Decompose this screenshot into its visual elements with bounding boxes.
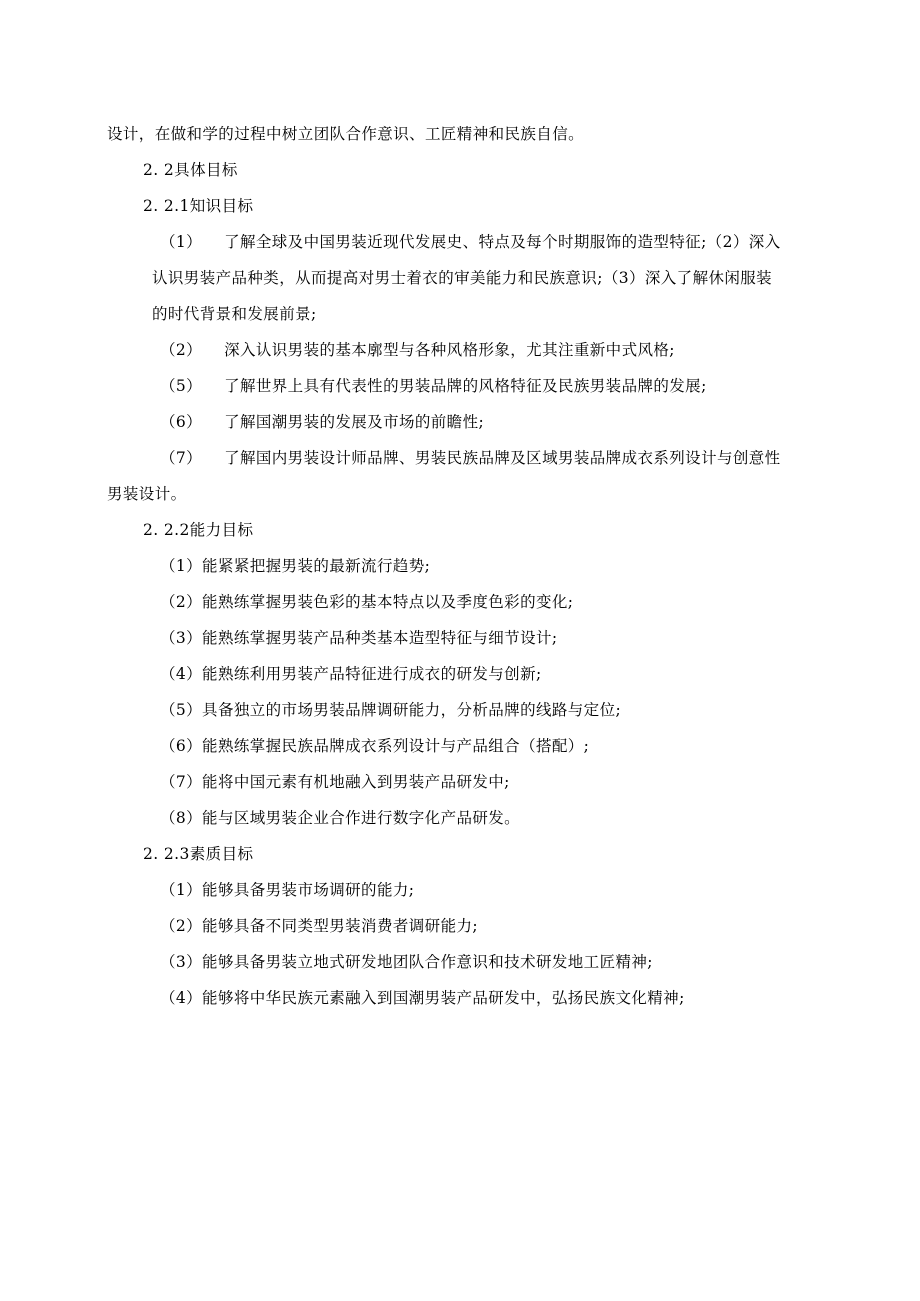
knowledge-item-1-line-1 [160, 232, 781, 252]
list-text: 了解世界上具有代表性的男装品牌的风格特征及民族男装品牌的发展; [224, 377, 707, 395]
ability-item-3: （3）能熟练掌握男装产品种类基本造型特征与细节设计; [160, 629, 558, 647]
knowledge-item-7-line-1 [160, 448, 781, 468]
list-number: （7） [160, 449, 203, 467]
ability-item-5: （5）具备独立的市场男装品牌调研能力，分析品牌的线路与定位; [160, 701, 622, 719]
ability-item-1: （1）能紧紧把握男装的最新流行趋势; [160, 557, 431, 575]
subsection-heading-quality: 2. 2.3素质目标 [143, 845, 254, 863]
section-heading-specific-goals: 2. 2具体目标 [143, 161, 238, 179]
quality-item-2: （2）能够具备不同类型男装消费者调研能力; [160, 917, 478, 935]
list-number: （5） [160, 377, 203, 395]
subsection-heading-ability: 2. 2.2能力目标 [143, 521, 254, 539]
ability-item-8: （8）能与区域男装企业合作进行数字化产品研发。 [160, 809, 521, 827]
quality-item-4: （4）能够将中华民族元素融入到国潮男装产品研发中，弘扬民族文化精神; [160, 989, 685, 1007]
ability-item-2: （2）能熟练掌握男装色彩的基本特点以及季度色彩的变化; [160, 593, 574, 611]
knowledge-item-1-line-2: 认识男装产品种类，从而提高对男士着衣的审美能力和民族意识;（3）深入了解休闲服装 [152, 269, 773, 287]
list-text: 深入认识男装的基本廓型与各种风格形象，尤其注重新中式风格; [224, 341, 675, 359]
list-number: （1） [160, 233, 203, 251]
list-text: 了解国潮男装的发展及市场的前瞻性; [224, 413, 485, 431]
ability-item-4: （4）能熟练利用男装产品特征进行成衣的研发与创新; [160, 665, 542, 683]
subsection-heading-knowledge: 2. 2.1知识目标 [143, 197, 254, 215]
knowledge-item-2 [160, 340, 675, 360]
knowledge-item-6 [160, 412, 484, 432]
quality-item-1: （1）能够具备男装市场调研的能力; [160, 881, 415, 899]
knowledge-item-5 [160, 376, 707, 396]
ability-item-6: （6）能熟练掌握民族品牌成衣系列设计与产品组合（搭配）; [160, 737, 590, 755]
list-number: （6） [160, 413, 203, 431]
intro-paragraph-line: 设计，在做和学的过程中树立团队合作意识、工匠精神和民族自信。 [107, 125, 585, 143]
list-text: 了解国内男装设计师品牌、男装民族品牌及区域男装品牌成衣系列设计与创意性 [224, 449, 781, 467]
list-number: （2） [160, 341, 203, 359]
knowledge-item-7-line-2: 男装设计。 [107, 485, 187, 503]
ability-item-7: （7）能将中国元素有机地融入到男装产品研发中; [160, 773, 510, 791]
list-text: 了解全球及中国男装近现代发展史、特点及每个时期服饰的造型特征;（2）深入 [224, 233, 781, 251]
quality-item-3: （3）能够具备男装立地式研发地团队合作意识和技术研发地工匠精神; [160, 953, 653, 971]
knowledge-item-1-line-3: 的时代背景和发展前景; [152, 305, 317, 323]
